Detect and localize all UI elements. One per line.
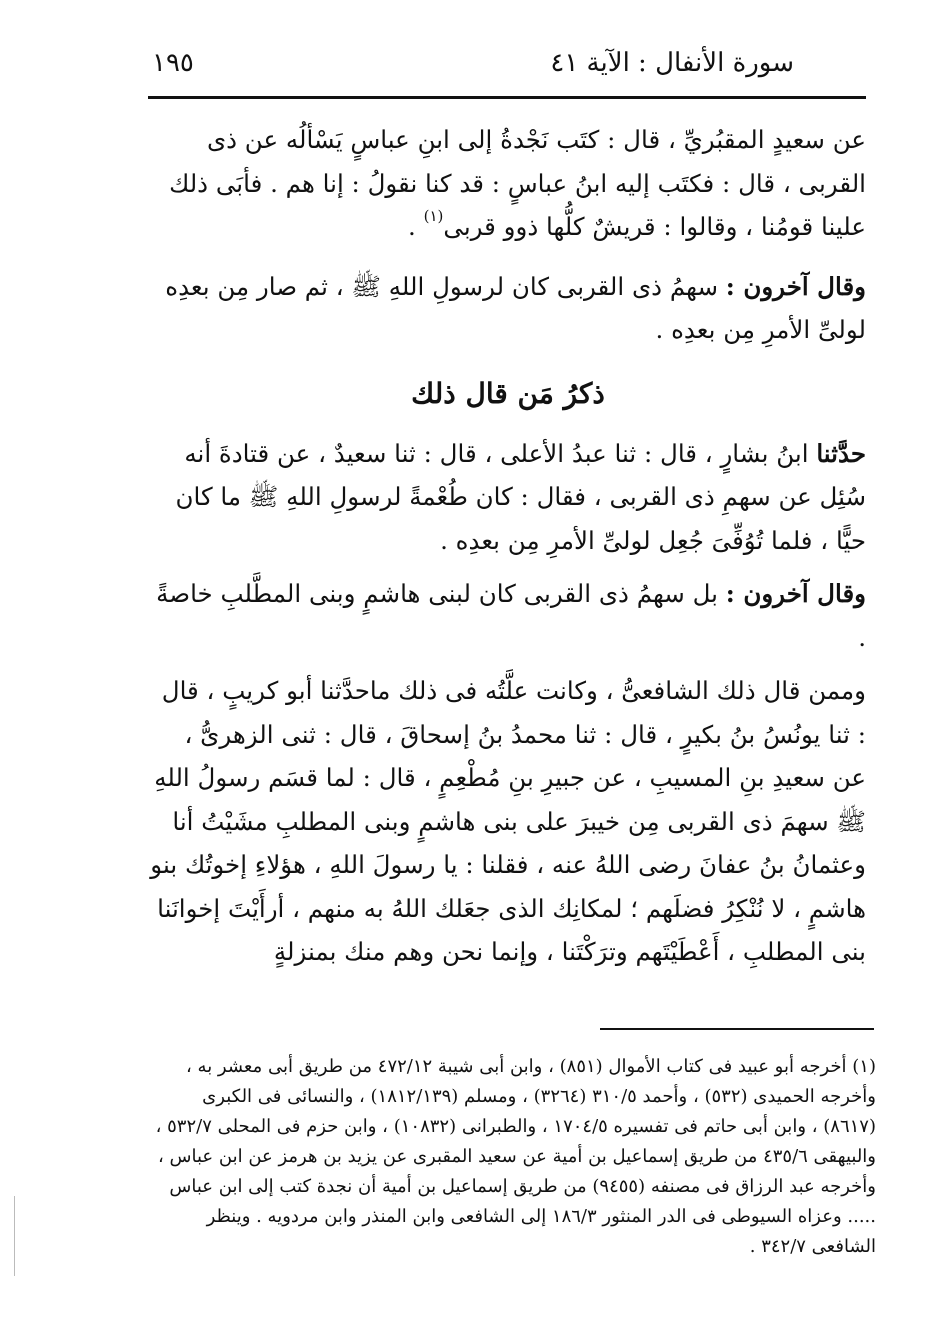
page-number: ١٩٥: [152, 48, 194, 78]
paragraph: [150, 572, 866, 659]
running-title: سورة الأنفال : الآية ٤١: [550, 48, 794, 78]
paragraph-tail: .: [408, 212, 424, 241]
running-header: [148, 38, 864, 94]
paragraph-text: بل سهمُ ذى القربى كان لبنى هاشمٍ وبنى المطَّلبِ خاصةً .: [156, 579, 866, 652]
section-heading: ذكرُ مَن قال ذلك: [411, 376, 605, 410]
paragraph-lead: وقال آخرون :: [725, 579, 866, 608]
header-rule: [148, 96, 866, 99]
footnote-marker[interactable]: (١): [423, 207, 444, 225]
paragraph: [150, 118, 866, 249]
footnotes: [150, 1052, 876, 1262]
paragraph: [150, 432, 866, 563]
main-text: [150, 118, 866, 974]
paragraph-text: وممن قال ذلك الشافعىُّ ، وكانت علَّتُه فى ذلك ماحدَّثنا أبو كريبٍ ، قال : ثنا يونُسُ بنُ بكيرٍ ، قال : ثنا محمدُ بنُ إسحاقَ ، قال : ثنى الزهرىُّ ، عن سعيدِ بنِ المسيبِ ، عن جبيرِ بنِ مُطْعِمٍ ، قال : لما قسَم رسولُ اللهِ ﷺ سهمَ ذى القربى مِن خيبرَ على بنى هاشمٍ وبنى المطلبِ مشَيْتُ أنا وعثمانُ بنُ عفانَ رضى اللهُ عنه ، فقلنا : يا رسولَ اللهِ ، هؤلاءِ إخوتُك بنو هاشمٍ ، لا نُنْكِرُ فضلَهم ؛ لمكانِك الذى جعَلك اللهُ به منهم ، أرأَيْتَ إخوانَنا بنى المطلبِ ، أَعْطَيْتَهم وترَكْتَنا ، وإنما نحن وهم منك بمنزلةٍ: [150, 676, 866, 966]
paragraph: [150, 669, 866, 974]
paragraph-text: سهمُ ذى القربى كان لرسولِ اللهِ ﷺ ، ثم صار مِن بعدِه لولىِّ الأمرِ مِن بعدِه .: [165, 271, 866, 344]
paragraph-text: ابنُ بشارٍ ، قال : ثنا عبدُ الأعلى ، قال : ثنا سعيدٌ ، عن قتادةَ أنه سُئِل عن سهمِ ذى القربى ، فقال : كان طُعْمةً لرسولِ اللهِ ﷺ ما كان حيًّا ، فلما تُوُفِّىَ جُعِل لولىِّ الأمرِ مِن بعدِه .: [175, 438, 866, 555]
footnote: (١) أخرجه أبو عبيد فى كتاب الأموال (٨٥١) ، وابن أبى شيبة ٤٧٢/١٢ من طريق أبى معشر به ، وأخرجه الحميدى (٥٣٢) ، وأحمد ٣١٠/٥ (٣٢٦٤) ، ومسلم (١٨١٢/١٣٩) ، والنسائى فى الكبرى (٨٦١٧) ، وابن أبى حاتم فى تفسيره ١٧٠٤/٥ ، والطبرانى (١٠٨٣٢) ، وابن حزم فى المحلى ٥٣٢/٧ ، والبيهقى ٤٣٥/٦ من طريق إسماعيل بن أمية عن سعيد المقبرى عن يزيد بن هرمز عن ابن عباس ، وأخرجه عبد الرزاق فى مصنفه (٩٤٥٥) من طريق إسماعيل بن أمية أن نجدة كتب إلى ابن عباس ..... وعزاه السيوطى فى الدر المنثور ١٨٦/٣ إلى الشافعى وابن المنذر وابن مردويه . وينظر الشافعى ٣٤٢/٧ .: [155, 1056, 876, 1257]
scan-margin-line: [14, 1196, 15, 1276]
footnote-rule: [600, 1028, 874, 1030]
paragraph-lead: حدَّثنا: [816, 438, 866, 468]
paragraph-lead: وقال آخرون :: [725, 271, 866, 301]
paragraph: [150, 265, 866, 352]
paragraph-text: عن سعيدٍ المقبُريِّ ، قال : كتَب نَجْدةُ إلى ابنِ عباسٍ يَسْألُه عن ذى القربى ، قال : فكتَب إليه ابنُ عباسٍ : قد كنا نقولُ : إنا هم . فأبَى ذلك علينا قومُنا ، وقالوا : قريشٌ كلُّها ذوو قربى: [169, 125, 866, 241]
